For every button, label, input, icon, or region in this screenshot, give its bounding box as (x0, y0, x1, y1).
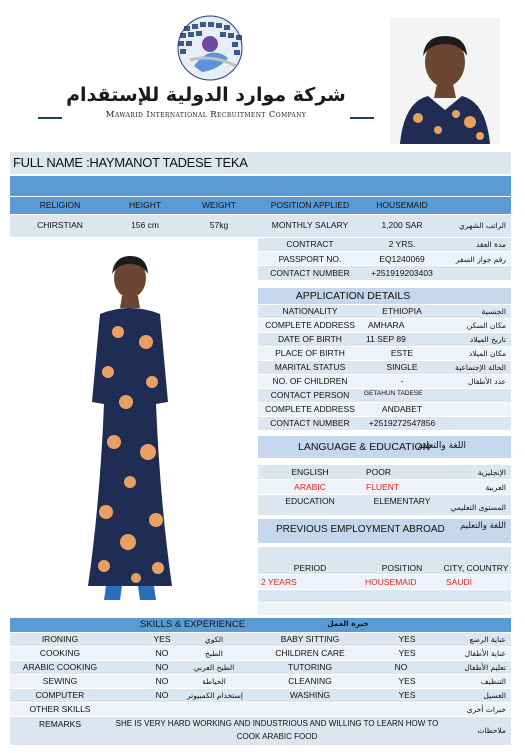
skill-computer-value: NO (155, 690, 169, 700)
pob-ar: مكان الميلاد (468, 349, 506, 358)
contact-number-label: CONTACT NUMBER (270, 268, 350, 278)
contact-phone-value: +2519272547856 (368, 418, 436, 428)
contact-number-value: +251919203403 (371, 268, 433, 278)
skill-baby-sitting-label: BABY SITTING (280, 634, 340, 644)
education-label: EDUCATION (285, 496, 335, 506)
skill-washing-value: YES (398, 690, 416, 700)
education-value: ELEMENTARY (373, 496, 431, 506)
skill-cooking-label: COOKING (39, 648, 81, 658)
remarks-line-1: SHE IS VERY HARD WORKING AND INDUSTRIOUS AND WILLING TO LEARN HOW TO (115, 719, 439, 728)
skill-arabic-cooking-label: ARABIC COOKING (22, 662, 98, 672)
skills-title: SKILLS & EXPERIENCE (140, 619, 246, 630)
english-value: POOR (366, 467, 392, 477)
pob-label: PLACE OF BIRTH (275, 348, 345, 358)
nationality-value: ETHIOPIA (382, 306, 422, 316)
children-value: - (400, 376, 404, 386)
marital-ar: الحالة الإجتماعية (455, 363, 506, 372)
remarks-line-2: COOK ARABIC FOOD (236, 732, 318, 741)
skill-tutoring-value: NO (394, 662, 408, 672)
full-name-bar (10, 152, 511, 174)
marital-label: MARITAL STATUS (274, 362, 346, 372)
skill-baby-sitting-value: YES (398, 634, 416, 644)
skills-title-ar: خبرة العمل (327, 619, 369, 628)
employment-blank-row-1 (258, 590, 511, 602)
other-skills-label: OTHER SKILLS (29, 704, 91, 714)
skill-children-care-label: CHILDREN CARE (275, 648, 345, 658)
skill-sewing-value: NO (155, 676, 169, 686)
application-details-title: APPLICATION DETAILS (295, 290, 411, 302)
passport-ar: رقم جواز السفر (455, 255, 506, 264)
employment-position: HOUSEMAID (365, 577, 417, 587)
employment-title: PREVIOUS EMPLOYMENT ABROAD (276, 524, 445, 535)
full-name: FULL NAME :HAYMANOT TADESE TEKA (13, 155, 248, 170)
passport-label: PASSPORT NO. (278, 254, 342, 264)
skill-arabic-cooking-value: NO (155, 662, 169, 672)
remarks-ar: ملاحظات (477, 726, 506, 735)
company-english-name: Mawarid International Recruitment Company (105, 110, 307, 120)
children-label: NO. OF CHILDREN (272, 376, 348, 386)
children-ar: عدد الأطفال (468, 377, 506, 386)
summary-header-position: POSITION APPLIED (270, 200, 350, 210)
nationality-ar: الجنسية (481, 307, 506, 316)
skill-ironing-ar: الكوي (204, 635, 224, 644)
arabic-label: ARABIC (294, 482, 326, 492)
skill-washing-ar: الغسيل (483, 691, 506, 700)
language-title-ar: اللغة والتعليم (417, 441, 466, 451)
contact-phone-label: CONTACT NUMBER (270, 418, 350, 428)
company-arabic-name: شركة موارد الدولية للإستقدام (66, 84, 346, 106)
skill-cleaning-value: YES (398, 676, 416, 686)
skill-ironing-value: YES (153, 634, 171, 644)
employment-period-header: PERIOD (293, 563, 327, 573)
contact-address-label: COMPLETE ADDRESS (265, 404, 355, 414)
skill-arabic-cooking-ar: الطبخ العربي (193, 663, 235, 672)
dob-value: 11 SEP 89 (366, 334, 406, 344)
arabic-ar: العربية (485, 483, 506, 492)
passport-value: EQ1240069 (379, 254, 425, 264)
skill-baby-sitting-ar: عناية الرضع (469, 635, 506, 644)
skill-computer-ar: إستخدام الكمبيوتر (187, 691, 243, 700)
summary-religion: CHIRSTIAN (37, 220, 83, 230)
skill-sewing-ar: الخياطة (202, 677, 226, 686)
logo-underline-right (350, 117, 374, 119)
blank-header-bar (10, 176, 511, 196)
skill-ironing-label: IRONING (41, 634, 79, 644)
contract-value: 2 YRS. (388, 239, 416, 249)
contact-person-value: GETAHUN TADESE (364, 390, 423, 397)
summary-salary-ar: الراتب الشهري (459, 221, 506, 230)
summary-salary-label: MONTHLY SALARY (271, 220, 349, 230)
skill-tutoring-ar: تعليم الأطفال (464, 663, 506, 672)
english-ar: الإنجليزية (477, 468, 506, 477)
employment-blank-row-2 (258, 603, 511, 615)
remarks-label: REMARKS (38, 719, 82, 729)
contact-person-label: CONTACT PERSON (270, 390, 350, 400)
dob-ar: تاريخ الميلاد (469, 335, 506, 344)
employment-position-header: POSITION (381, 563, 423, 573)
nationality-label: NATIONALITY (282, 306, 338, 316)
employment-period: 2 YEARS (261, 577, 297, 587)
other-skills-ar: خبرات أخرى (466, 705, 506, 714)
english-label: ENGLISH (291, 467, 329, 477)
summary-height: 156 cm (131, 220, 159, 230)
applicant-headshot (390, 18, 500, 144)
summary-salary-value: 1,200 SAR (381, 220, 423, 230)
arabic-value: FLUENT (366, 482, 400, 492)
summary-header-housemaid: HOUSEMAID (376, 200, 428, 210)
skill-washing-label: WASHING (289, 690, 331, 700)
employment-city: SAUDI (446, 577, 472, 587)
logo-underline-left (38, 117, 62, 119)
summary-weight: 57kg (209, 220, 229, 230)
full-body-person-icon (88, 256, 172, 600)
skill-computer-label: COMPUTER (35, 690, 85, 700)
address-label: COMPLETE ADDRESS (265, 320, 355, 330)
globe-logo-icon (178, 16, 242, 80)
skill-cleaning-ar: التنظيف (480, 677, 506, 686)
pob-value: ESTE (390, 348, 414, 358)
skills-header (10, 618, 511, 632)
contract-ar: مدة العقد (476, 240, 506, 249)
applicant-full-body-photo (60, 252, 200, 612)
skill-tutoring-label: TUTORING (287, 662, 333, 672)
contract-label: CONTRACT (286, 239, 334, 249)
language-title: LANGUAGE & EDUCATION (298, 441, 431, 453)
skill-cleaning-label: CLEANING (288, 676, 332, 686)
skill-sewing-label: SEWING (42, 676, 78, 686)
education-ar: المستوى التعليمي (450, 503, 506, 512)
employment-city-header: CITY, COUNTRY (443, 563, 509, 573)
skill-children-care-ar: عناية الأطفال (464, 649, 506, 658)
skill-cooking-ar: الطبخ (205, 649, 223, 658)
marital-value: SINGLE (386, 362, 418, 372)
headshot-person-icon (400, 36, 490, 144)
summary-header-religion: RELIGION (39, 200, 81, 210)
company-logo (150, 14, 270, 86)
summary-header-height: HEIGHT (128, 200, 162, 210)
dob-label: DATE OF BIRTH (278, 334, 342, 344)
address-ar: مكان السكن (466, 321, 506, 330)
skill-cooking-value: NO (155, 648, 169, 658)
employment-title-ar: اللغة والتعليم (460, 521, 506, 531)
summary-header-weight: WEIGHT (202, 200, 236, 210)
address-value: AMHARA (368, 320, 405, 330)
contact-address-value: ANDABET (381, 404, 423, 414)
skill-children-care-value: YES (398, 648, 416, 658)
